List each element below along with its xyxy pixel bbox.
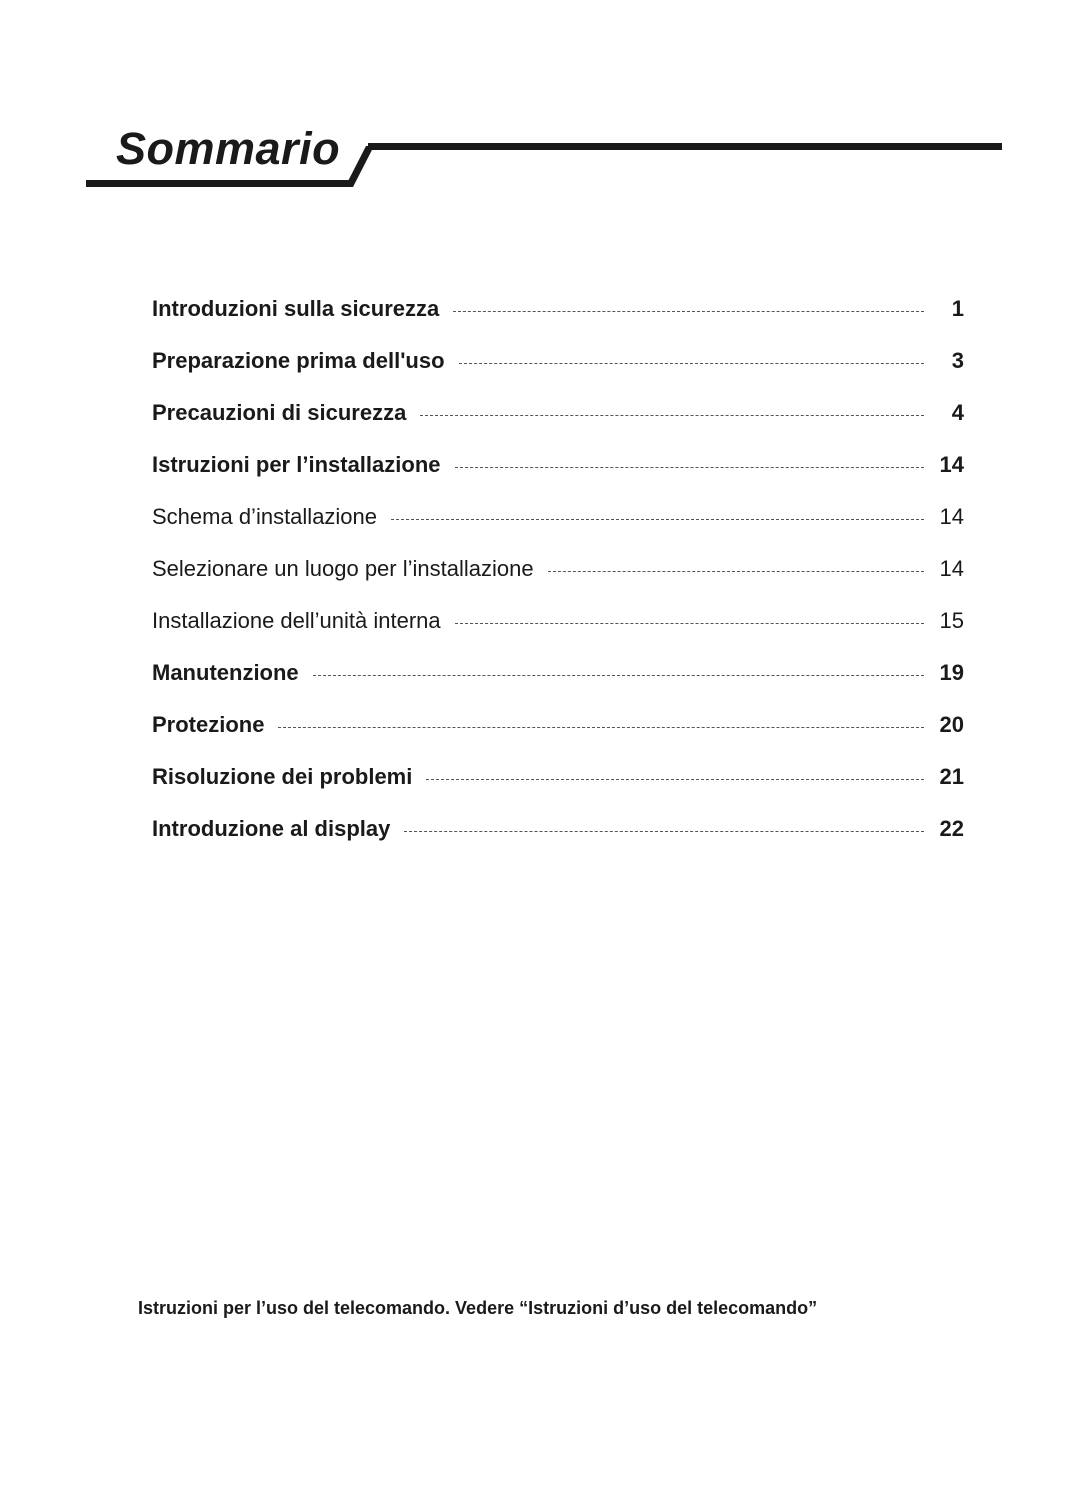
- toc-entry[interactable]: [152, 554, 964, 584]
- toc-page-number: 14: [939, 452, 964, 477]
- toc-entry-label: Preparazione prima dell'uso: [152, 348, 445, 373]
- toc-entry[interactable]: [152, 450, 964, 480]
- toc-entry[interactable]: [152, 762, 964, 792]
- toc-page-number: 19: [939, 660, 964, 685]
- toc-leader: [313, 675, 924, 676]
- toc-entry-label: Introduzione al display: [152, 816, 391, 841]
- toc-page-number: 20: [939, 712, 964, 737]
- toc-leader: [404, 831, 924, 832]
- toc-entry-label: Selezionare un luogo per l’installazione: [152, 556, 534, 581]
- toc-leader: [420, 415, 924, 416]
- toc-entry[interactable]: [152, 502, 964, 532]
- toc-leader: [548, 571, 924, 572]
- toc-page-number: 14: [939, 556, 964, 581]
- toc-entry-label: Manutenzione: [152, 660, 299, 685]
- toc-leader: [453, 311, 924, 312]
- toc-leader: [459, 363, 924, 364]
- toc-entry[interactable]: [152, 294, 964, 324]
- toc-leader: [278, 727, 924, 728]
- remote-control-note: Istruzioni per l’uso del telecomando. Vedere “Istruzioni d’uso del telecomando”: [138, 1298, 818, 1318]
- toc-page-number: 14: [939, 504, 964, 529]
- toc-page-number: 1: [951, 296, 964, 321]
- toc-entry[interactable]: [152, 658, 964, 688]
- toc-entry-label: Introduzioni sulla sicurezza: [152, 296, 440, 321]
- toc-leader: [391, 519, 924, 520]
- toc-entry[interactable]: [152, 606, 964, 636]
- toc-page-number: 21: [939, 764, 964, 789]
- toc-entry-label: Installazione dell’unità interna: [152, 608, 441, 633]
- toc-page-number: 22: [939, 816, 964, 841]
- toc-leader: [455, 467, 925, 468]
- toc-entry[interactable]: [152, 710, 964, 740]
- toc-entry-label: Schema d’installazione: [152, 504, 378, 529]
- page-title: Sommario: [116, 123, 341, 174]
- toc-entry-label: Istruzioni per l’installazione: [152, 452, 441, 477]
- toc-entry-label: Precauzioni di sicurezza: [152, 400, 407, 425]
- toc-page-number: 4: [951, 400, 964, 425]
- toc-entry-label: Protezione: [152, 712, 265, 737]
- toc-entry[interactable]: [152, 398, 964, 428]
- toc-entry[interactable]: [152, 346, 964, 376]
- toc-entry[interactable]: [152, 814, 964, 844]
- toc-page-number: 3: [951, 348, 964, 373]
- toc-leader: [455, 623, 924, 624]
- toc-leader: [426, 779, 924, 780]
- toc-entry-label: Risoluzione dei problemi: [152, 764, 413, 789]
- toc-page-number: 15: [939, 608, 964, 633]
